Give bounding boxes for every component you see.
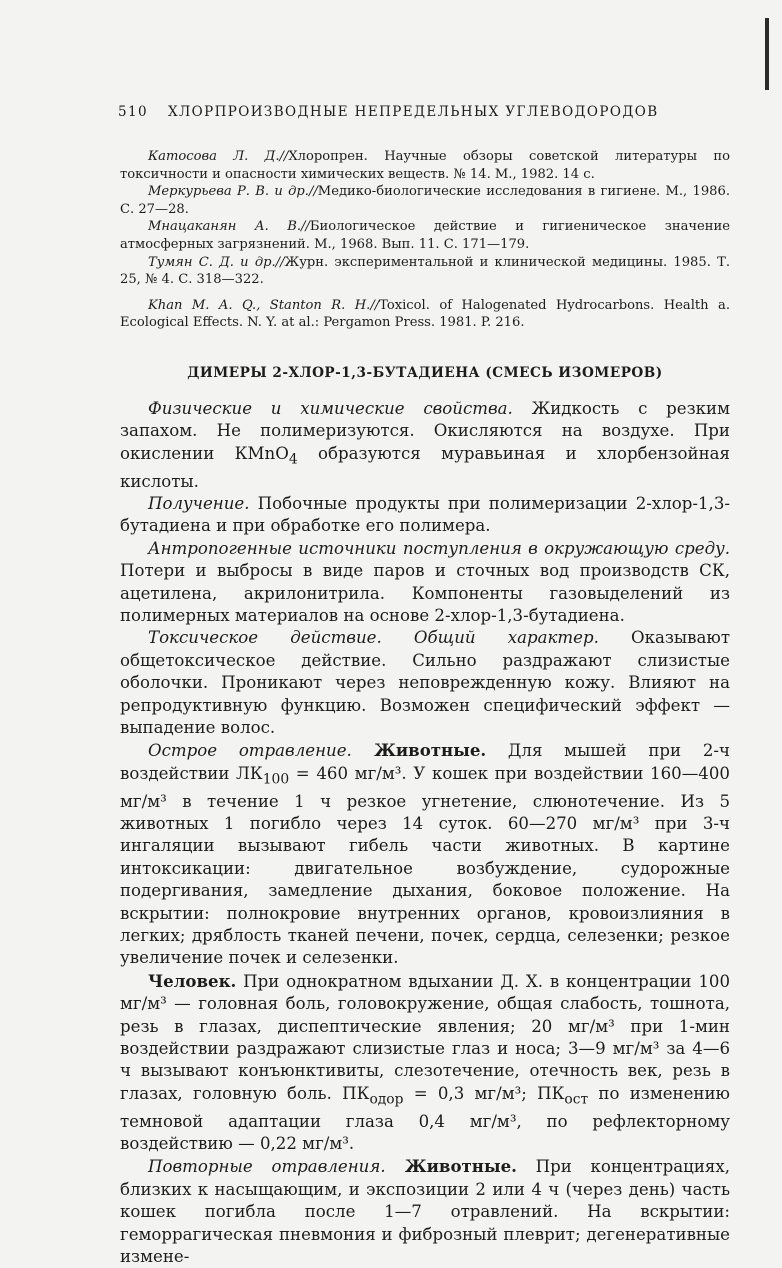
reference-authors: Катосова Л. Д.// <box>148 149 289 164</box>
reference-authors: Меркурьева Р. В. и др.// <box>148 184 318 200</box>
running-title: ХЛОРПРОИЗВОДНЫЕ НЕПРЕДЕЛЬНЫХ УГЛЕВОДОРОДОВ <box>167 104 659 120</box>
paragraph-text: по изменению темновой адаптации глаза 0,4 мг/м³, по рефлекторному воздействию — 0,22 мг/м³. <box>120 1083 730 1153</box>
paragraph-human <box>120 970 730 1156</box>
paragraph-text: При концентрациях, близких к насыщающим, и экспозиции 2 или 4 ч (через день) часть кошек погибла после 1—7 отравлений. На вскрытии: геморрагическая пневмония и фиброзный плеврит; дегенеративные измене- <box>120 1157 731 1266</box>
reference-text: Журн. экспериментальной и клинической медицины. 1985. Т. 25, № 4. С. 318—322. <box>120 254 731 288</box>
paragraph-text: Потери и выбросы в виде паров и сточных вод производств СК, ацетилена, акрилонитрила. Компоненты газовыделений из полимерных материалов на основе 2-хлор-1,3-бутадиена. <box>120 561 730 625</box>
reference-text: Хлоропрен. Научные обзоры советской литературы по токсичности и опасности химических веществ. № 14. М., 1982. 14 с. <box>120 149 730 182</box>
paragraph-text: образуются муравьиная и хлорбензойная кислоты. <box>120 443 731 491</box>
paragraph-label: Получение. <box>148 493 250 513</box>
reference-item <box>120 218 730 253</box>
paragraph-text: Жидкость с резким запахом. Не полимеризуются. Окисляются на воздухе. При окислении КМnО <box>120 399 730 463</box>
paragraph-text: Для мышей при 2-ч воздействии ЛК <box>120 741 730 783</box>
paragraph-text: = 0,3 мг/м³; ПК <box>403 1083 565 1103</box>
running-header <box>118 104 678 120</box>
paragraph-text: При однократном вдыхании Д. Х. в концентрации 100 мг/м³ — головная боль, головокружение, общая слабость, тошнота, резь в глазах, диспептические явления; 20 мг/м³ при 1-мин воздействии раздражают слизистые глаз и носа; 3—9 мг/м³ за 4—6 ч вызывают конъюнктивиты, слезотечение, отечность век, резь в глазах, головную боль. ПК <box>120 971 730 1103</box>
paragraph-sources <box>120 538 730 628</box>
scan-edge-mark <box>765 18 769 90</box>
paragraph-subject: Человек. <box>148 970 237 991</box>
subscript: 4 <box>288 451 298 468</box>
paragraph-label: Токсическое действие. Общий характер. <box>148 628 599 648</box>
section-title: ДИМЕРЫ 2-ХЛОР-1,3-БУТАДИЕНА (СМЕСЬ ИЗОМЕРОВ) <box>187 365 663 381</box>
references-list <box>120 148 730 332</box>
paragraph-production <box>120 493 730 538</box>
subscript: 100 <box>262 771 290 788</box>
paragraph-properties <box>120 398 730 493</box>
reference-authors: Khan M. A. Q., Stanton R. H.// <box>148 297 380 313</box>
paragraph-label: Острое отравление. <box>148 741 352 761</box>
paragraph-label: Физические и химические свойства. <box>148 399 513 418</box>
reference-item <box>120 254 730 289</box>
reference-item <box>120 148 730 183</box>
reference-authors: Тумян С. Д. и др.// <box>148 254 285 270</box>
paragraph-toxic-action <box>120 627 730 739</box>
paragraph-text: Оказывают общетоксическое действие. Сильно раздражают слизистые оболочки. Проникают через неповрежденную кожу. Влияют на репродуктивную функцию. Возможен специфический эффект — выпадение волос. <box>120 628 731 737</box>
reference-text: Toxicol. of Halogenated Hydrocarbons. Health a. Ecological Effects. N. Y. at al.: Pergamon Press. 1981. P. 216. <box>120 297 730 331</box>
paragraph-subject: Животные. <box>385 1156 517 1177</box>
subscript: ост <box>564 1091 589 1108</box>
reference-item <box>120 183 730 218</box>
page-number: 510 <box>118 104 148 120</box>
reference-item <box>120 297 730 332</box>
reference-text: Медико-биологические исследования в гигиене. М., 1986. С. 27—28. <box>120 184 730 217</box>
paragraph-text: Побочные продукты при полимеризации 2-хлор-1,3-бутадиена и при обработке его полимера. <box>120 493 730 536</box>
paragraph-acute-poisoning <box>120 739 730 969</box>
article-body <box>120 398 730 1268</box>
paragraph-label: Антропогенные источники поступления в окружающую среду. <box>148 538 730 558</box>
paragraph-text: = 460 мг/м³. У кошек при воздействии 160—400 мг/м³ в течение 1 ч резкое угнетение, слюнотечение. Из 5 животных 1 погибло через 14 суток. 60—270 мг/м³ при 3-ч ингаляции вызывают гибель части животных. В картине интоксикации: двигательное возбуждение, судорожные подергивания, замедление дыхания, боковое положение. На вскрытии: полнокровие внутренних органов, кровоизлияния в легких; дряблость тканей печени, почек, сердца, селезенки; резкое увеличение почек и селезенки. <box>120 763 730 968</box>
paragraph-label: Повторные отравления. <box>148 1157 386 1177</box>
reference-authors: Мнацаканян А. В.// <box>148 219 310 235</box>
paragraph-repeated-poisoning <box>120 1155 730 1268</box>
paragraph-subject: Животные. <box>351 740 487 761</box>
reference-text: Биологическое действие и гигиеническое значение атмосферных загрязнений. М., 1968. Вып. 11. С. 171—179. <box>120 219 730 252</box>
subscript: одор <box>369 1091 404 1108</box>
